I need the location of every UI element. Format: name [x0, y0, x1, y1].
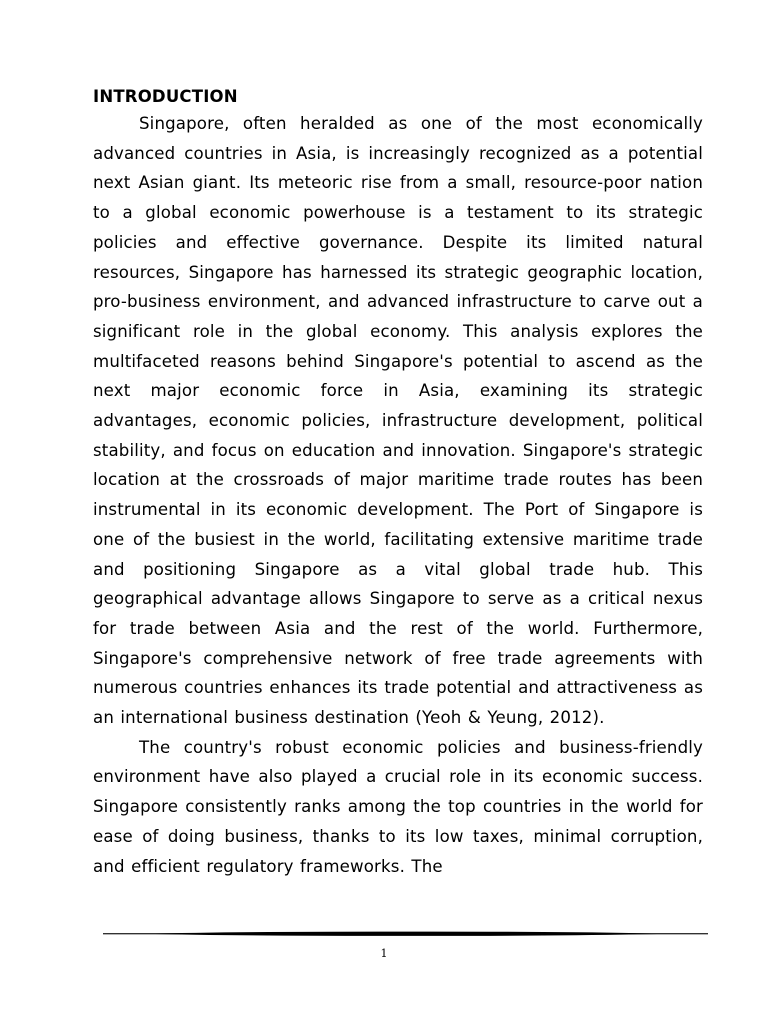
body-paragraph-2: The country's robust economic policies and business-friendly environment have also played a crucial role in its economic success. Singapore consistently ranks among the top countries in the world for ease of doing business, thanks to its low taxes, minimal corruption, and efficient regulatory frameworks. The	[93, 737, 703, 876]
page-body	[93, 85, 703, 881]
section-heading: INTRODUCTION	[93, 87, 238, 106]
page-number: 1	[380, 947, 388, 960]
body-paragraph-1: Singapore, often heralded as one of the most economically advanced countries in Asia, is increasingly recognized as a potential next Asian giant. Its meteoric rise from a small, resource-poor nation to a global economic powerhouse is a testament to its strategic policies and effective governance. Despite its limited natural resources, Singapore has harnessed its strategic geographic location, pro-business environment, and advanced infrastructure to carve out a significant role in the global economy. This analysis explores the multifaceted reasons behind Singapore's potential to ascend as the next major economic force in Asia, examining its strategic advantages, economic policies, infrastructure development, political stability, and focus on education and innovation. Singapore's strategic location at the crossroads of major maritime trade routes has been instrumental in its economic development. The Port of Singapore is one of the busiest in the world, facilitating extensive maritime trade and positioning Singapore as a vital global trade hub. This geographical advantage allows Singapore to serve as a critical nexus for trade between Asia and the rest of the world. Furthermore, Singapore's comprehensive network of free trade agreements with numerous countries enhances its trade potential and attractiveness as an international business destination (Yeoh & Yeung, 2012).	[93, 114, 703, 728]
footer-divider	[103, 930, 708, 938]
